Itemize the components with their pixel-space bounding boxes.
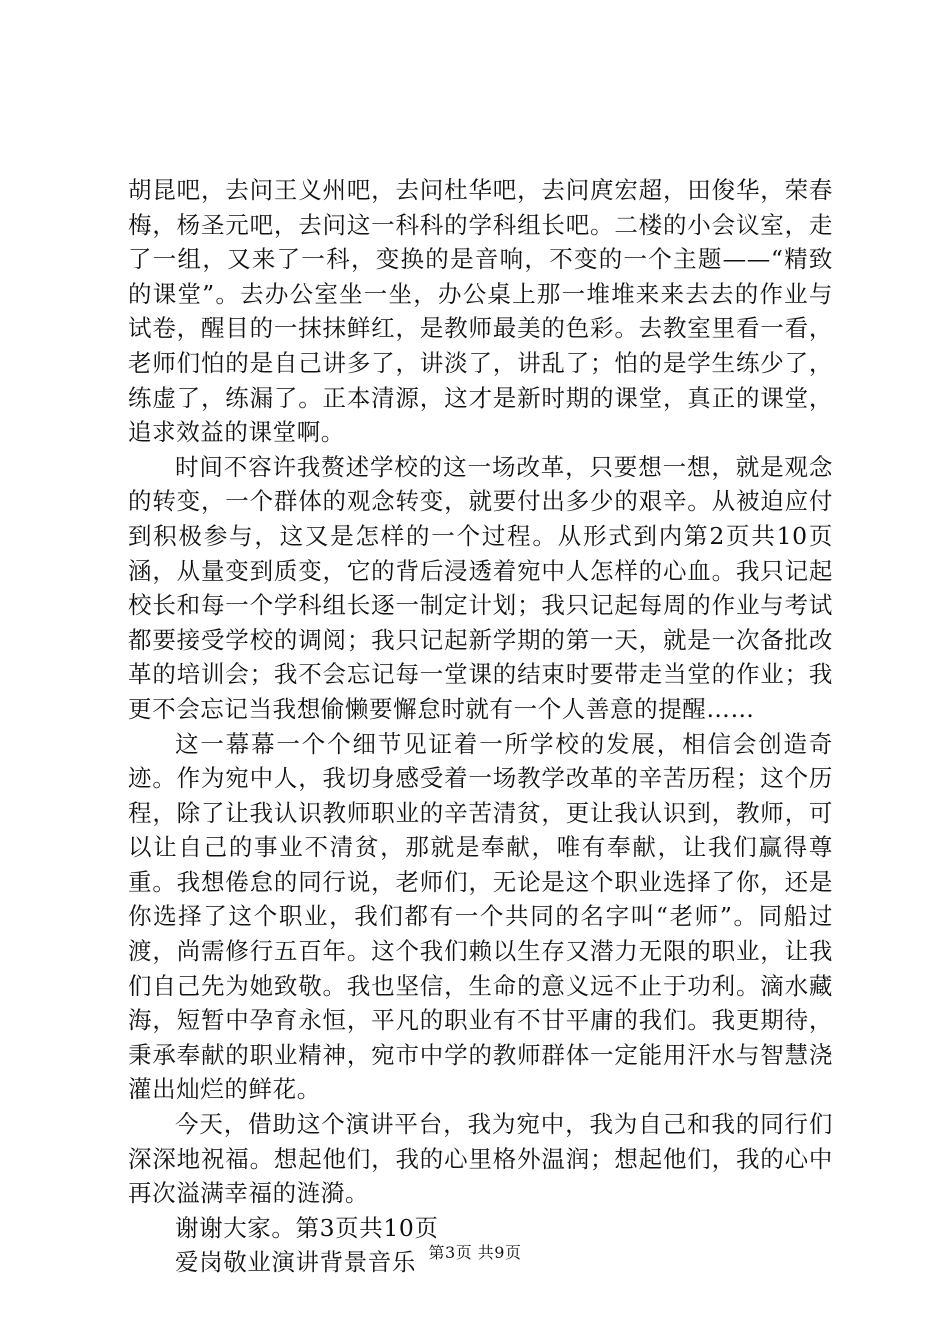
page-footer: 第3页 共9页: [428, 1243, 522, 1262]
document-body: [128, 173, 833, 1280]
paragraph-1: 胡昆吧，去问王义州吧，去问杜华吧，去问庹宏超，田俊华，荣春梅，杨圣元吧，去问这一科科的学科组长吧。二楼的小会议室，走了一组，又来了一科，变换的是音响，不变的一个主题——“精致的课堂”。去办公室坐一坐，办公桌上那一堆堆来来去去的作业与试卷，醒目的一抹抹鲜红，是教师最美的色彩。去教室里看一看，老师们怕的是自己讲多了，讲淡了，讲乱了；怕的是学生练少了，练虚了，练漏了。正本清源，这才是新时期的课堂，真正的课堂，追求效益的课堂啊。: [128, 176, 833, 447]
paragraph-2: 时间不容许我赘述学校的这一场改革，只要想一想，就是观念的转变，一个群体的观念转变，就要付出多少的艰辛。从被迫应付到积极参与，这又是怎样的一个过程。从形式到内第2页共10页涵，从量变到质变，它的背后浸透着宛中人怎样的心血。我只记起校长和每一个学科组长逐一制定计划；我只记起每周的作业与考试都要接受学校的调阅；我只记起新学期的第一天，就是一次备批改革的培训会；我不会忘记每一堂课的结束时要带走当堂的作业；我更不会忘记当我想偷懒要懈怠时就有一个人善意的提醒……: [128, 452, 833, 723]
paragraph-4: 今天，借助这个演讲平台，我为宛中，我为自己和我的同行们深深地祝福。想起他们，我的心里格外温润；想起他们，我的心中再次溢满幸福的涟漪。: [128, 1110, 833, 1208]
next-section-title: 爱岗敬业演讲背景音乐: [175, 1248, 416, 1277]
closing-line: 谢谢大家。第3页共10页: [175, 1213, 439, 1242]
paragraph-3: 这一幕幕一个个细节见证着一所学校的发展，相信会创造奇迹。作为宛中人，我切身感受着一场教学改革的辛苦历程；这个历程，除了让我认识教师职业的辛苦清贫，更让我认识到，教师，可以让自己的事业不清贫，那就是奉献，唯有奉献，让我们赢得尊重。我想倦怠的同行说，老师们，无论是这个职业选择了你，还是你选择了这个职业，我们都有一个共同的名字叫“老师”。同船过渡，尚需修行五百年。这个我们赖以生存又潜力无限的职业，让我们自己先为她致敬。我也坚信，生命的意义远不止于功利。滴水藏海，短暂中孕育永恒，平凡的职业有不甘平庸的我们。我更期待，秉承奉献的职业精神，宛市中学的教师群体一定能用汗水与智慧浇灌出灿烂的鲜花。: [128, 729, 833, 1104]
